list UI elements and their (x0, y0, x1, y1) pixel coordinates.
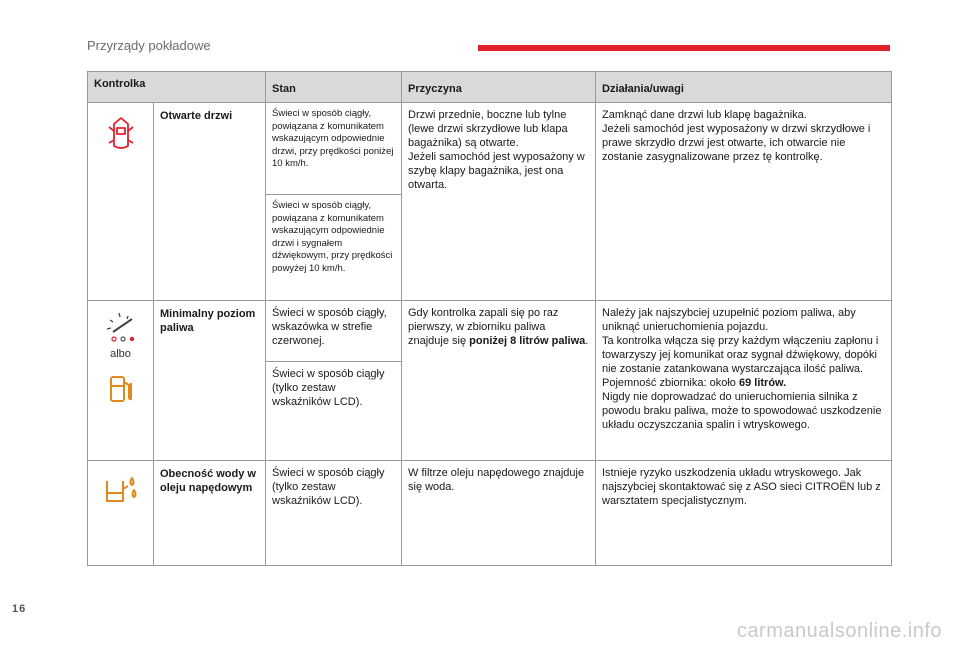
page-number: 16 (12, 603, 27, 615)
albo-label: albo (110, 348, 131, 360)
doors-cause-cell (402, 103, 596, 301)
doors-action-cell (596, 103, 892, 301)
water-cause-cell (402, 461, 596, 566)
fuel-name-cell (154, 301, 266, 461)
doors-icon-cell (88, 103, 154, 301)
column-header-przyczyna: Przyczyna (402, 72, 596, 103)
open-door-warning-icon (108, 116, 134, 152)
column-header-stan: Stan (266, 72, 402, 103)
column-header-kontrolka: Kontrolka (88, 72, 266, 103)
column-header-dzialania: Działania/uwagi (596, 72, 892, 103)
table-header-row (88, 72, 892, 103)
doors-state-cell-2 (266, 195, 402, 301)
water-in-fuel-icon (103, 473, 139, 505)
warning-name-water: Obecność wody w oleju napędowym (160, 468, 256, 494)
fuel-state-cell-1 (266, 301, 402, 362)
watermark: carmanualsonline.info (736, 620, 942, 642)
section-accent-bar (478, 45, 890, 51)
cause-fuel: Gdy kontrolka zapali się po raz pierwszy, w zbiorniku paliwa znajduje się poniżej 8 litrów paliwa. (408, 307, 589, 347)
fuel-pump-icon (107, 373, 135, 405)
state-doors-above-10: Świeci w sposób ciągły, powiązana z komunikatem wskazującym odpowiednie drzwi i sygnałem dźwiękowym, przy prędkości powyżej 10 km/h. (272, 200, 393, 274)
table-row-water (88, 461, 892, 566)
table-row-fuel (88, 301, 892, 362)
fuel-action-cell (596, 301, 892, 461)
state-doors-below-10: Świeci w sposób ciągły, powiązana z komunikatem wskazującym odpowiednie drzwi, przy prędkości poniżej 10 km/h. (272, 108, 394, 170)
page-section-title: Przyrządy pokładowe (87, 38, 211, 53)
state-water: Świeci w sposób ciągły (tylko zestaw wskaźników LCD). (272, 467, 385, 507)
water-action-cell (596, 461, 892, 566)
water-icon-cell (88, 461, 154, 566)
fuel-icon-cell (88, 301, 154, 461)
cause-doors: Drzwi przednie, boczne lub tylne (lewe drzwi skrzydłowe lub klapa bagażnika) są otwarte. Jeżeli samochód jest wyposażony w szybę klapy bagażnika, jest ona otwarta. (408, 109, 585, 191)
state-fuel-needle-red: Świeci w sposób ciągły, wskazówka w strefie czerwonej. (272, 307, 387, 347)
fuel-cause-cell (402, 301, 596, 461)
cause-water: W filtrze oleju napędowego znajduje się woda. (408, 467, 585, 493)
action-fuel: Należy jak najszybciej uzupełnić poziom paliwa, aby uniknąć unieruchomienia pojazdu. Ta kontrolka włącza się przy każdym włączeniu zapłonu i towarzyszy jej komunikat oraz sygnał dźwiękowy, dopóki nie zostanie zatankowana wystarczająca ilość paliwa. Pojemność zbiornika: około 69 litrów. Nigdy nie doprowadzać do unieruchomienia silnika z powodu braku paliwa, może to spowodować uszkodzenie układu oczyszczania spalin i wtryskowego. (602, 307, 882, 431)
warning-lights-table (87, 71, 892, 566)
fuel-gauge-icon (101, 308, 141, 344)
action-water: Istnieje ryzyko uszkodzenia układu wtryskowego. Jak najszybciej skontaktować się z ASO sieci CITROËN lub z warsztatem specjalistycznym. (602, 467, 881, 507)
table-row-doors (88, 103, 892, 195)
doors-name-cell (154, 103, 266, 301)
state-fuel-lcd: Świeci w sposób ciągły (tylko zestaw wskaźników LCD). (272, 368, 385, 408)
warning-name-doors: Otwarte drzwi (160, 110, 233, 122)
action-doors: Zamknąć dane drzwi lub klapę bagażnika. Jeżeli samochód jest wyposażony w drzwi skrzydłowe i prawe skrzydło drzwi jest otwarte, ich otwarcie nie zostanie zasygnalizowane przez tę kontrolkę. (602, 109, 871, 163)
warning-name-fuel: Minimalny poziom paliwa (160, 308, 256, 334)
fuel-state-cell-2 (266, 362, 402, 461)
water-state-cell (266, 461, 402, 566)
doors-state-cell-1 (266, 103, 402, 195)
water-name-cell (154, 461, 266, 566)
